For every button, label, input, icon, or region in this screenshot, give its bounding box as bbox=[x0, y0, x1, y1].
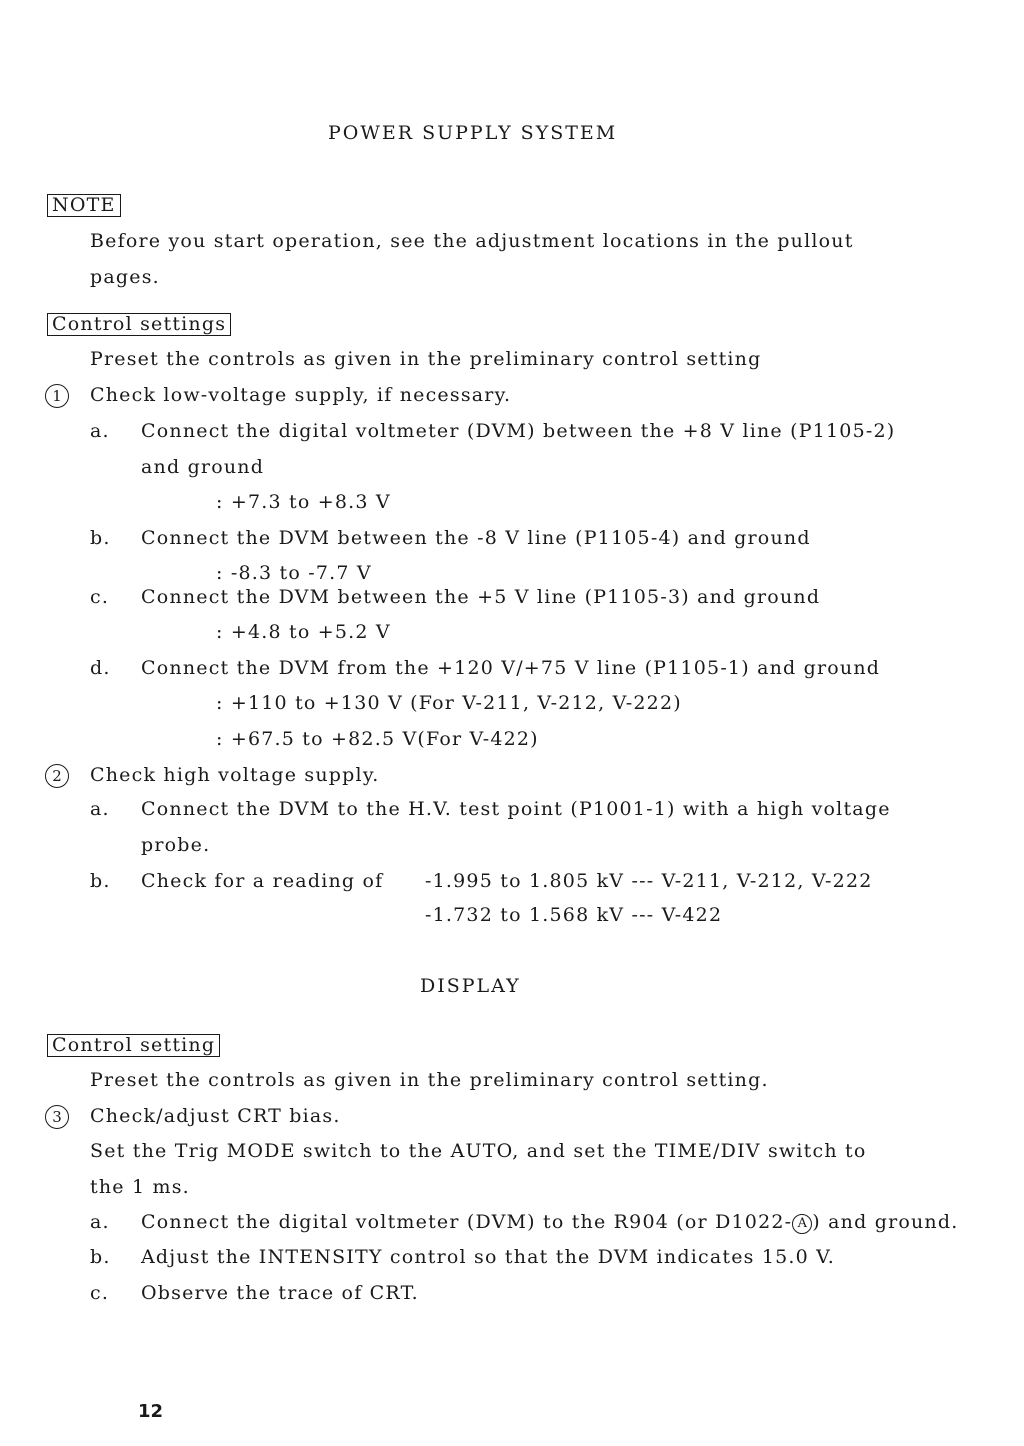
section-title-display: DISPLAY bbox=[420, 975, 521, 997]
step-1d-spec-2: : +67.5 to +82.5 V(For V-422) bbox=[216, 728, 539, 750]
step-1a-label: a. bbox=[90, 420, 110, 442]
step-2b-label: b. bbox=[90, 870, 111, 892]
section-title-power-supply: POWER SUPPLY SYSTEM bbox=[328, 122, 618, 144]
step-3a-text-pre: Connect the digital voltmeter (DVM) to the R904 (or D1022- bbox=[141, 1211, 793, 1233]
step-3c-label: c. bbox=[90, 1282, 110, 1304]
note-line-1: Before you start operation, see the adjustment locations in the pullout bbox=[90, 230, 854, 252]
step-1d-line: Connect the DVM from the +120 V/+75 V line (P1105-1) and ground bbox=[141, 657, 881, 679]
step-3b-label: b. bbox=[90, 1246, 111, 1268]
step-1b-label: b. bbox=[90, 527, 111, 549]
control-settings-label: Control settings bbox=[47, 313, 231, 336]
step-2-title: Check high voltage supply. bbox=[90, 764, 380, 786]
step-1c-label: c. bbox=[90, 586, 110, 608]
step-2-number: 2 bbox=[45, 764, 69, 788]
step-2b-spec-1: -1.995 to 1.805 kV --- V-211, V-212, V-222 bbox=[425, 870, 873, 892]
step-3-number: 3 bbox=[45, 1105, 69, 1129]
step-3a-label: a. bbox=[90, 1211, 110, 1233]
step-2b-line: Check for a reading of bbox=[141, 870, 384, 892]
note-line-2: pages. bbox=[90, 266, 160, 288]
step-1-title: Check low-voltage supply, if necessary. bbox=[90, 384, 512, 406]
step-3c-line: Observe the trace of CRT. bbox=[141, 1282, 419, 1304]
step-3-intro-2: the 1 ms. bbox=[90, 1176, 190, 1198]
test-point-a-marker: A bbox=[792, 1214, 812, 1234]
step-1-number: 1 bbox=[45, 384, 69, 408]
note-label: NOTE bbox=[47, 194, 121, 217]
step-2a-line-2: probe. bbox=[141, 834, 211, 856]
step-3b-line: Adjust the INTENSITY control so that the DVM indicates 15.0 V. bbox=[141, 1246, 836, 1268]
step-1a-line-2: and ground bbox=[141, 456, 265, 478]
control-settings-text: Preset the controls as given in the preliminary control setting bbox=[90, 348, 762, 370]
step-3-title: Check/adjust CRT bias. bbox=[90, 1105, 341, 1127]
step-3-intro-1: Set the Trig MODE switch to the AUTO, and set the TIME/DIV switch to bbox=[90, 1140, 867, 1162]
step-1d-spec-1: : +110 to +130 V (For V-211, V-212, V-222) bbox=[216, 692, 682, 714]
control-setting-text: Preset the controls as given in the preliminary control setting. bbox=[90, 1069, 769, 1091]
step-1b-line: Connect the DVM between the -8 V line (P1105-4) and ground bbox=[141, 527, 811, 549]
step-2a-line-1: Connect the DVM to the H.V. test point (P1001-1) with a high voltage bbox=[141, 798, 891, 820]
step-1a-line-1: Connect the digital voltmeter (DVM) between the +8 V line (P1105-2) bbox=[141, 420, 896, 442]
step-3a-text-post: ) and ground. bbox=[812, 1211, 959, 1233]
step-1c-line: Connect the DVM between the +5 V line (P1105-3) and ground bbox=[141, 586, 821, 608]
step-1b-spec: : -8.3 to -7.7 V bbox=[216, 562, 372, 584]
step-1a-spec: : +7.3 to +8.3 V bbox=[216, 491, 391, 513]
control-setting-label: Control setting bbox=[47, 1034, 220, 1057]
step-1c-spec: : +4.8 to +5.2 V bbox=[216, 621, 391, 643]
step-2a-label: a. bbox=[90, 798, 110, 820]
step-1d-label: d. bbox=[90, 657, 111, 679]
page-number: 12 bbox=[138, 1401, 164, 1422]
step-3a-line bbox=[141, 1211, 958, 1234]
step-2b-spec-2: -1.732 to 1.568 kV --- V-422 bbox=[425, 904, 723, 926]
